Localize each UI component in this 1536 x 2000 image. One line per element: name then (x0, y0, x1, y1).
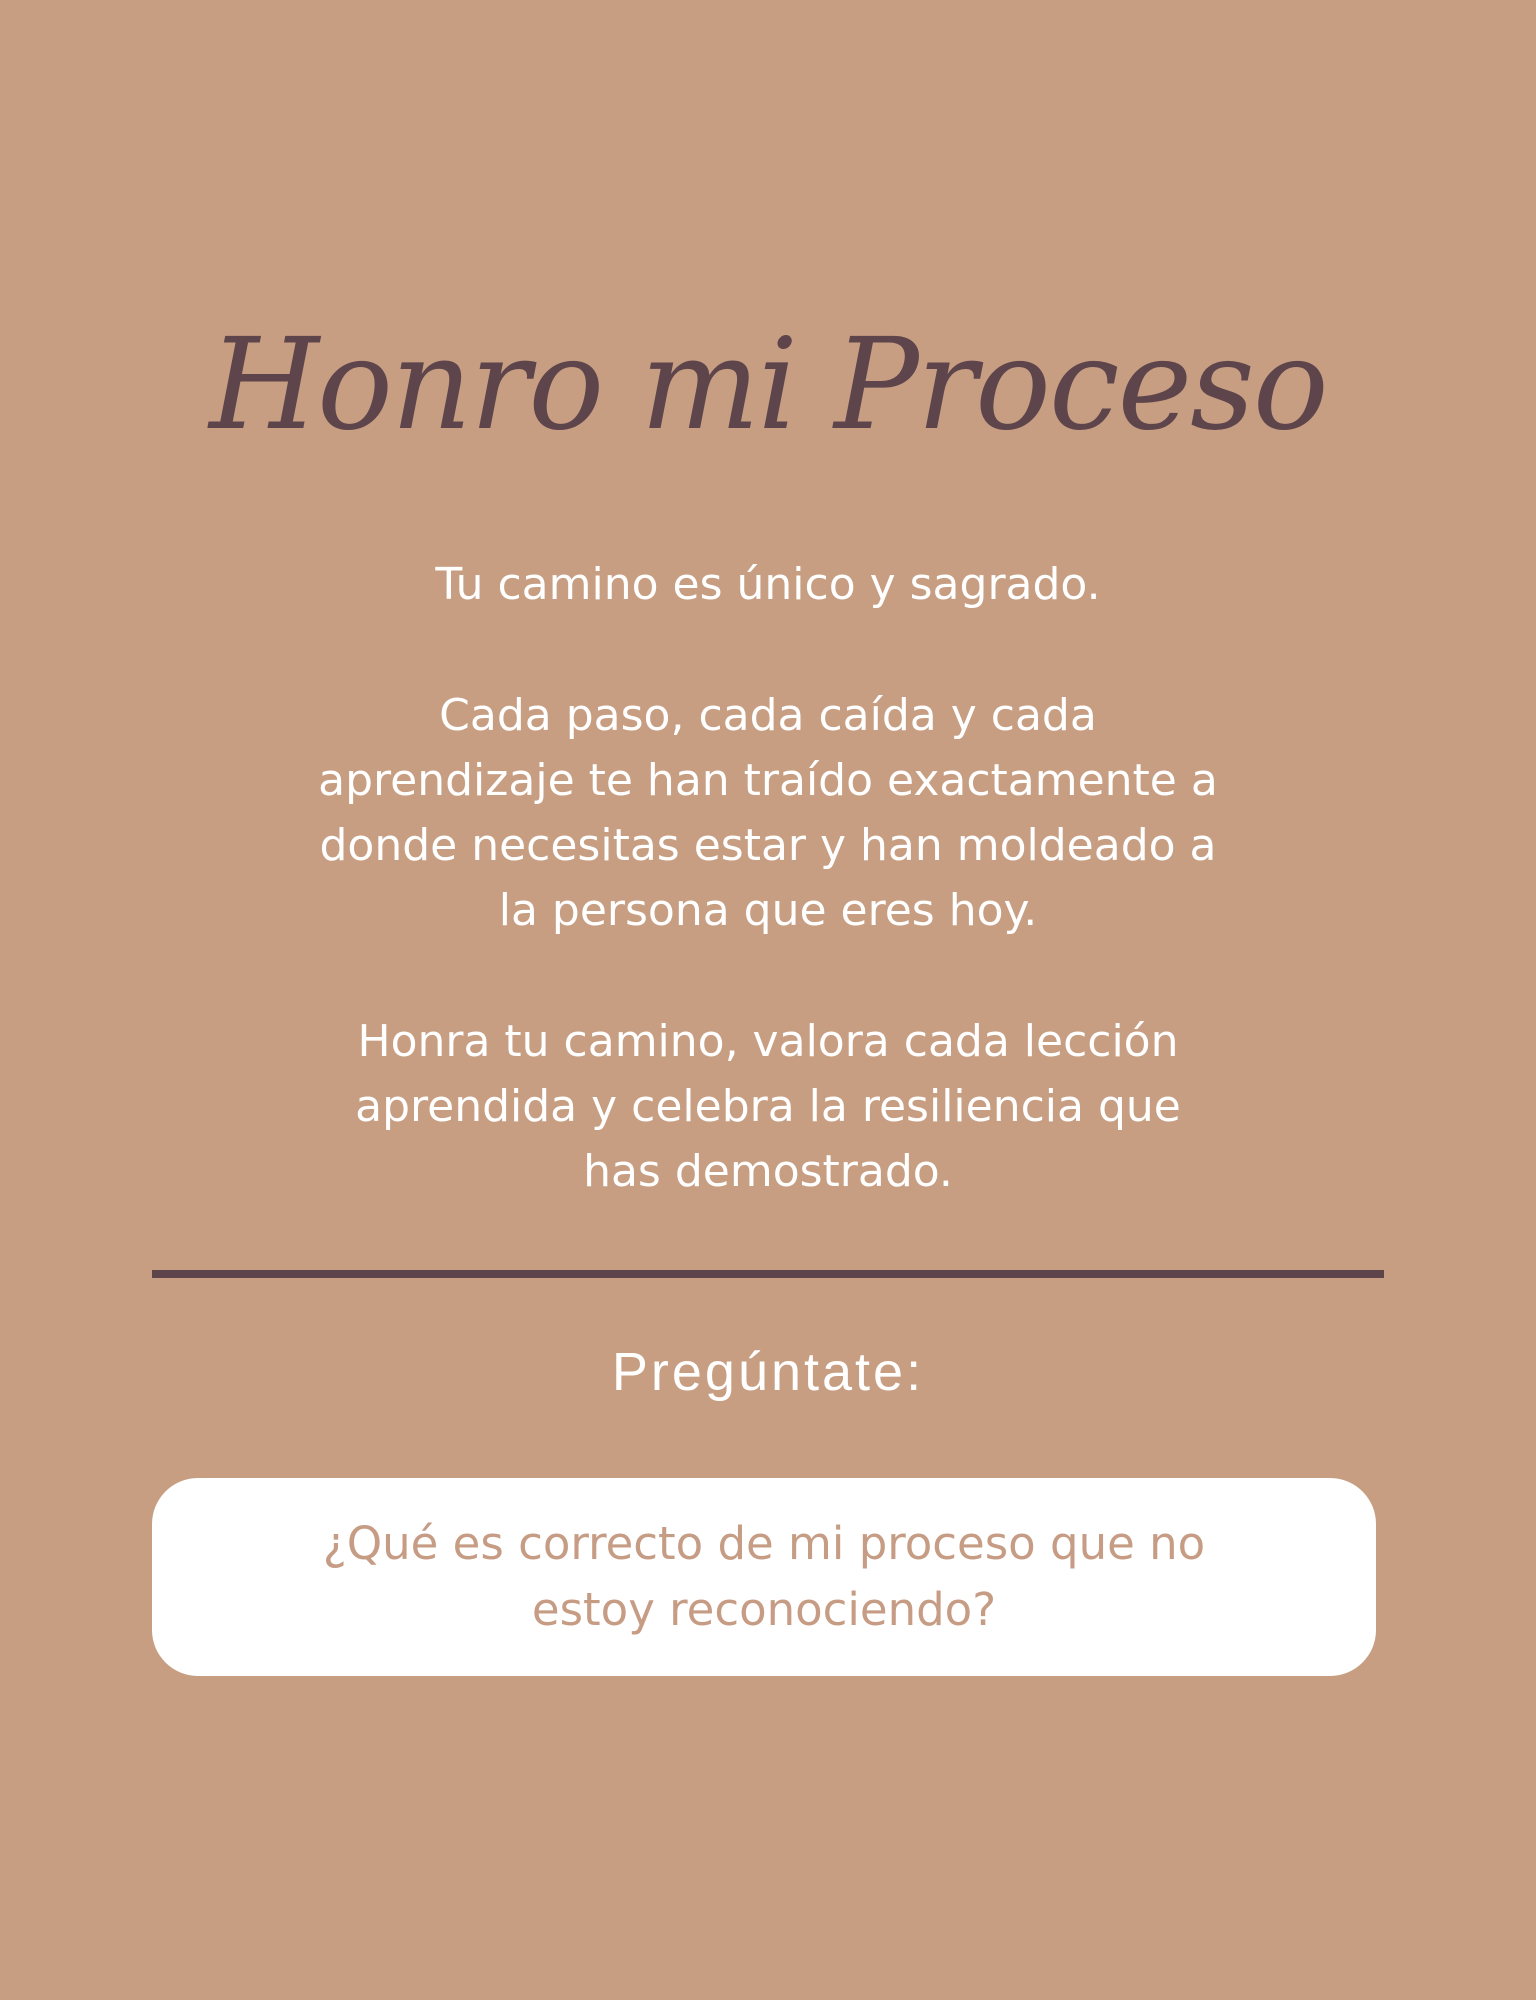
question-card (152, 1478, 1376, 1676)
text-line: estoy reconociendo? (531, 1583, 997, 1636)
text-line: Tu camino es único y sagrado. (435, 559, 1101, 610)
text-line: aprendizaje te han traído exactamente a (318, 755, 1218, 806)
text-line: Cada paso, cada caída y cada (439, 690, 1097, 741)
question-text (323, 1511, 1205, 1643)
text-line: la persona que eres hoy. (498, 885, 1038, 936)
affirmation-poster (152, 0, 1384, 1676)
honor-paragraph (152, 1009, 1384, 1204)
text-line: Honra tu camino, valora cada lección (357, 1016, 1179, 1067)
text-line: ¿Qué es correcto de mi proceso que no (322, 1517, 1206, 1570)
text-line: aprendida y celebra la resiliencia que (355, 1081, 1181, 1132)
prompt-label: Pregúntate: (611, 1342, 925, 1402)
intro-paragraph (152, 552, 1384, 617)
text-line: has demostrado. (583, 1146, 953, 1197)
divider-line (152, 1270, 1384, 1278)
text-line: donde necesitas estar y han moldeado a (319, 820, 1217, 871)
page-title: Honro mi Proceso (209, 311, 1327, 458)
journey-paragraph (152, 683, 1384, 943)
